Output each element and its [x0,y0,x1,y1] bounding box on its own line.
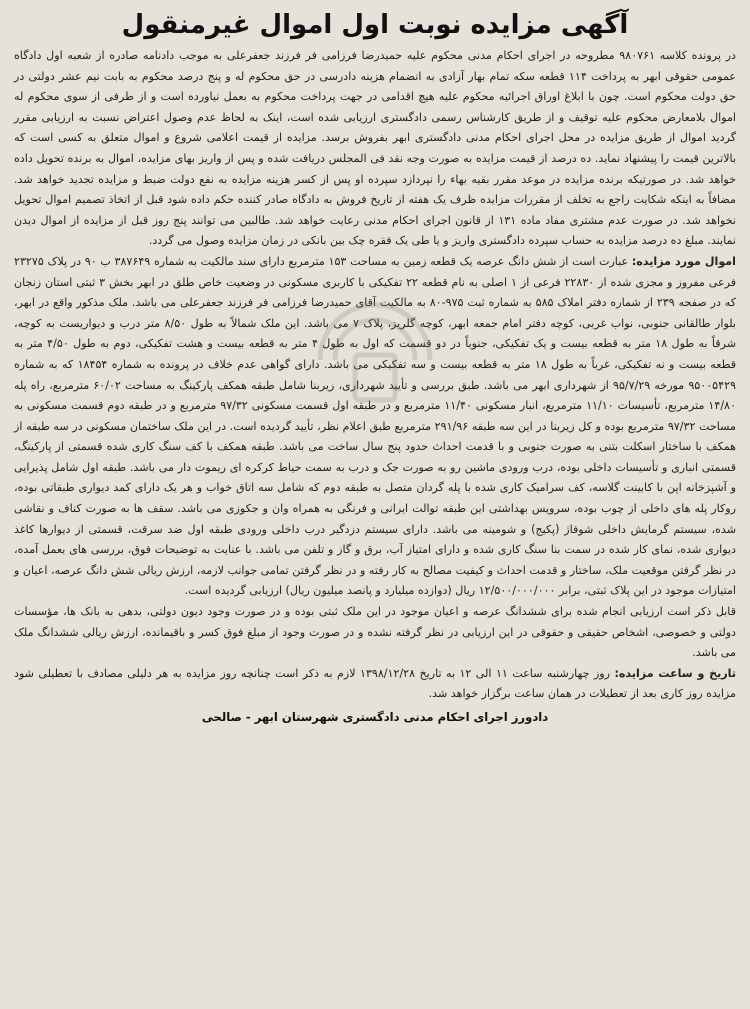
date-paragraph [14,664,736,705]
property-description: عبارت است از شش دانگ عرصه یک قطعه زمین به مساحت ۱۵۳ مترمربع دارای سند مالکیت به شماره ۳۸۷۶۴۹ ب ۹۰ در پلاک ۲۳۲۷۵ فرعی مفروز و مجزی شده از ۲۲۸۳۰ فرعی از ۱ اصلی به نام قطعه ۲۲ تفکیکی با کاربری مسکونی در وضعیت خاص طلق در ابهر بخش ۳ ثبتی استان زنجان که در صفحه ۲۳۹ از شماره دفتر املاک ۵۸۵ به شماره ثبت ۹۷۵-۸۰ به مالکیت آقای حمیدرضا فرزامی فر فرزند جعفرعلی می باشد. ملک مذکور واقع در ابهر، بلوار طالقانی جنوبی، نواب غربی، کوچه دفتر امام جمعه ابهر، کوچه گلریز، پلاک ۷ می باشد. این ملک شمالاً به طول ۸/۵۰ متر درب و دیواریست به کوچه، شرقاً به طول ۱۸ متر به قطعه بیست و یک تفکیکی، جنوباً در دو قسمت که اول به طول ۴ متر به قطعه بیست و هشت تفکیکی، دوم به طول ۴/۵۰ متر به قطعه بیست و نه تفکیکی، غرباً به طول ۱۸ متر به قطعه بیست و سه تفکیکی می باشد. دارای گواهی عدم خلاف در پرونده به شماره ۱۸۴۵۴ که به شماره ۹۵۰۰۵۴۲۹ مورخه ۹۵/۷/۲۹ از شهرداری ابهر می باشد. طبق بررسی و تأیید شهرداری، زیربنا شامل طبقه همکف پارکینگ به مساحت ۶۰/۰۲ مترمربع، راه پله ۱۴/۸۰ مترمربع، تأسیسات ۱۱/۱۰ مترمربع، انبار مسکونی ۱۱/۴۰ مترمربع و در طبقه اول قسمت مسکونی ۹۷/۳۲ مترمربع و در طبقه دوم قسمت مسکونی به مساحت ۹۷/۳۲ مترمربع بوده و کل زیربنا در این سه طبقه ۲۹۱/۹۶ مترمربع طبق اعلام نظر، تأیید گردیده است. در این ملک ساختمان مسکونی در سه طبقه از همکف با ساختار اسکلت بتنی به صورت جنوبی و با قدمت احداث حدود پنج سال ساخت می باشد. طبقه همکف با کف سنگ کاری شده قسمتی از پارکینگ، قسمتی انباری و تأسیسات داخلی بوده، درب ورودی ماشین رو به صورت جک و درب به سمت حیاط کرکره ای ریموت دار می باشد. طبقه اول شامل پذیرایی و آشپزخانه اپن با کابینت گلاسه، کف سرامیک کاری شده با پله گردان متصل به طبقه دوم که شامل سه اتاق خواب و هر یک دارای کمد دیواری طبقاتی بوده، روکار پله های داخلی از چوب بوده، سرویس بهداشتی این طبقه توالت ایرانی و فرنگی به همراه وان و جکوزی می باشد. سقف ها به صورت کناف و نقاشی شده، سیستم گرمایش داخلی شوفاژ (پکیج) و شومینه می باشد. دارای سیستم دزدگیر درب داخلی ورودی طبقه اول ضد سرقت، قسمتی از دیوارها کاغذ دیواری شده، نمای کار شده در سمت بنا سنگ کاری شده و دارای امتیاز آب، برق و گاز و تلفن می باشد. با عنایت به توضیحات فوق، بررسی های بعمل آمده، در نظر گرفتن موقعیت ملک، ساختار و قدمت احداث و کیفیت مصالح به کار رفته و در نظر گرفتن تمامی جوانب لازمه، ارزش ریالی شش دانگ عرصه، اعیان و امتیازات موجود در این پلاک ثبتی، برابر ۱۲/۵۰۰/۰۰۰/۰۰۰ ریال (دوازده میلیارد و پانصد میلیون ریال) ارزیابی گردیده است. [14,254,737,598]
property-label: اموال مورد مزایده: [631,254,736,268]
note-paragraph: قابل ذکر است ارزیابی انجام شده برای ششدانگ عرصه و اعیان موجود در این ملک ثبتی بوده و در صورت وجود دیون دولتی، بدهی به بانک ها، مؤسسات دولتی و خصوصی، اشخاص حقیقی و حقوقی در این ارزیابی در نظر گرفته نشده و در صورت وجود از مبلغ فوق کسر و باقیمانده، ارزش ریالی ششدانگ ملک می باشد. [14,605,736,660]
watermark-logo-icon [300,300,450,420]
date-description: روز چهارشنبه ساعت ۱۱ الی ۱۲ به تاریخ ۱۳۹۸/۱۲/۲۸ لازم به ذکر است چنانچه روز مزایده به هر دلیلی مصادف با تعطیلی شود مزایده روز کاری بعد از تعطیلات در همان ساعت برگزار خواهد شد. [14,666,736,701]
notice-title: آگهی مزایده نوبت اول اموال غیرمنقول [121,10,629,40]
intro-paragraph: در پرونده کلاسه ۹۸۰۷۶۱ مطروحه در اجرای احکام مدنی محکوم علیه حمیدرضا فرزامی فر فرزند جعفرعلی به موجب دادنامه صادره از شعبه اول دادگاه عمومی حقوقی ابهر به پرداخت ۱۱۴ قطعه سکه تمام بهار آزادی به انضمام هزینه دادرسی در حق محکوم له و پنج درصد محکوم به بابت نیم عشر دولتی در حق دولت محکوم است. چون با ابلاغ اوراق اجرائیه محکوم علیه هیچ اقدامی در جهت پرداخت محکوم به بعمل نیاورده است و از طرفی از سوی محکوم له اموال بلامعارض محکوم علیه توقیف و از طریق کارشناس رسمی دادگستری ارزیابی شده است، اینک به لحاظ عدم وصول اعتراض نسبت به ارزیابی مقرر گردید اموال از طریق مزایده در محل اجرای احکام مدنی دادگستری ابهر بفروش برسد. مزایده از قیمت اعلامی شروع و اموال متعلق به کسی است که بالاترین قیمت را پیشنهاد نماید. ده درصد از قیمت مزایده به صورت وجه نقد فی المجلس دریافت شده و پس از واریز بهای مزایده، اموال به برنده تحویل داده خواهد شد. در صورتیکه برنده مزایده در موعد مقرر بقیه بهاء را نپردازد سپرده او پس از کسر هزینه مزایده به نفع دولت ضبط و مزایده تجدید خواهد شد. مضافاً به اینکه شکایت راجع به تخلف از مقررات مزایده ظرف یک هفته از تاریخ فروش به دادگاه صادر کننده حکم داده شود قبل از اتخاذ تصمیم اموال تحویل نخواهد شد. در صورت عدم مشتری مفاد ماده ۱۳۱ از قانون اجرای احکام مدنی رعایت خواهد شد. طالبین می توانند پنج روز قبل از مزایده از اموال دیدن نمایند. مبلغ ده درصد مزایده به حساب سپرده دادگستری واریز و یا طی یک فقره چک بین بانکی در زمان مزایده وصول می گردد. [14,49,737,248]
date-label: تاریخ و ساعت مزایده: [614,666,736,680]
notice-signature: دادورز اجرای احکام مدنی دادگستری شهرستان ابهر - صالحی [201,710,549,724]
